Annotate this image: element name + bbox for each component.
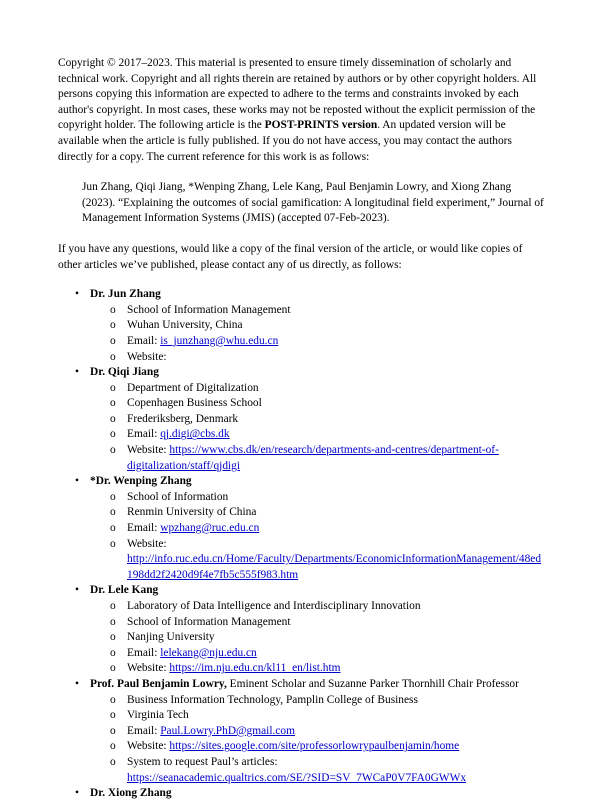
email-link[interactable]: is_junzhang@whu.edu.cn <box>160 334 279 347</box>
detail-line <box>110 396 546 412</box>
sub-bullet-icon: o <box>110 444 116 457</box>
copyright-notice <box>58 56 546 165</box>
copyright-text-1: Copyright © 2017–2023. This material is presented to ensure timely dissemination of scholarly and technical work. Copyright and all rights therein are retained by authors or by other copyright holders. All persons copying this information are expected to adhere to the terms and constraints invoked by each author's copyright. In most cases, these works may not be reposted without the explicit permission of the copyright holder. The following article is the <box>58 57 537 132</box>
email-label: Email: <box>127 522 161 535</box>
website-label: Website: <box>127 662 170 675</box>
author-xiong-zhang <box>58 786 546 802</box>
request-label: System to request Paul’s articles: <box>127 755 278 768</box>
detail-line <box>110 412 546 428</box>
author-name: Dr. Jun Zhang <box>90 288 161 301</box>
author-paul-lowry <box>58 677 546 786</box>
author-list <box>58 287 546 802</box>
sub-bullet-icon: o <box>110 709 116 722</box>
detail-line <box>110 599 546 615</box>
detail-line <box>110 615 546 631</box>
author-name: Dr. Lele Kang <box>90 584 159 597</box>
website-label: Website: <box>127 350 167 363</box>
sub-bullet-icon: o <box>110 662 116 675</box>
document-page <box>58 56 546 802</box>
website-line <box>110 661 546 677</box>
sub-bullet-icon: o <box>110 412 116 425</box>
detail-line <box>110 630 546 646</box>
email-line <box>110 724 546 740</box>
website-line <box>110 443 546 474</box>
sub-bullet-icon: o <box>110 350 116 363</box>
affiliation-text: Frederiksberg, Denmark <box>127 412 239 425</box>
sub-bullet-icon: o <box>110 303 116 316</box>
bullet-icon: • <box>75 475 79 488</box>
email-label: Email: <box>127 724 161 737</box>
email-label: Email: <box>127 646 161 659</box>
sub-bullet-icon: o <box>110 740 116 753</box>
website-link[interactable]: http://info.ruc.edu.cn/Home/Faculty/Departments/EconomicInformationManagement/48ed198dd2f2420d9f4e7fb5c555f983.htm <box>127 553 542 581</box>
sub-bullet-icon: o <box>110 319 116 332</box>
website-line <box>110 739 546 755</box>
email-line <box>110 646 546 662</box>
email-label: Email: <box>127 428 161 441</box>
bullet-icon: • <box>75 288 79 301</box>
sub-bullet-icon: o <box>110 428 116 441</box>
bullet-icon: • <box>75 677 79 690</box>
affiliation-text: Laboratory of Data Intelligence and Interdisciplinary Innovation <box>127 600 421 612</box>
bullet-icon: • <box>75 366 79 379</box>
affiliation-text: Wuhan University, China <box>127 319 243 332</box>
author-details <box>90 693 546 787</box>
sub-bullet-icon: o <box>110 506 116 519</box>
website-link[interactable]: https://im.nju.edu.cn/kl11_en/list.htm <box>169 662 341 675</box>
sub-bullet-icon: o <box>110 381 116 394</box>
author-name: Dr. Xiong Zhang <box>90 787 172 800</box>
detail-line <box>110 381 546 397</box>
affiliation-text: School of Information Management <box>127 615 291 628</box>
email-link[interactable]: Paul.Lowry.PhD@gmail.com <box>160 724 295 737</box>
sub-bullet-icon: o <box>110 522 116 535</box>
sub-bullet-icon: o <box>110 631 116 644</box>
email-line <box>110 427 546 443</box>
email-label: Email: <box>127 334 161 347</box>
email-link[interactable]: qj.digi@cbs.dk <box>160 428 230 441</box>
email-link[interactable]: lelekang@nju.edu.cn <box>160 646 257 659</box>
author-details <box>90 490 546 584</box>
website-label: Website: <box>127 740 170 753</box>
sub-bullet-icon: o <box>110 724 116 737</box>
article-citation: Jun Zhang, Qiqi Jiang, *Wenping Zhang, Lele Kang, Paul Benjamin Lowry, and Xiong Zhang (2023). “Explaining the outcomes of social gamification: A longitudinal field experiment,” Journal of Management Information Systems (JMIS) (accepted 07-Feb-2023). <box>82 181 544 225</box>
affiliation-text: School of Information Management <box>127 303 291 316</box>
detail-line <box>110 708 546 724</box>
post-prints-label: POST-PRINTS version <box>264 119 378 132</box>
sub-bullet-icon: o <box>110 755 116 768</box>
sub-bullet-icon: o <box>110 693 116 706</box>
website-label: Website: <box>127 444 170 457</box>
affiliation-text: Nanjing University <box>127 631 215 644</box>
author-jun-zhang <box>58 287 546 365</box>
contact-intro: If you have any questions, would like a copy of the final version of the article, or would like copies of other articles we’ve published, please contact any of us directly, as follows: <box>58 242 523 271</box>
author-wenping-zhang <box>58 474 546 583</box>
affiliation-text: Department of Digitalization <box>127 381 259 394</box>
affiliation-text: School of Information <box>127 490 229 503</box>
detail-line <box>110 505 546 521</box>
bullet-icon: • <box>75 584 79 597</box>
request-line <box>110 755 546 786</box>
detail-line <box>110 318 546 334</box>
author-lele-kang <box>58 583 546 677</box>
affiliation-text: Copenhagen Business School <box>127 397 262 410</box>
author-qiqi-jiang <box>58 365 546 474</box>
author-name: *Dr. Wenping Zhang <box>90 475 192 488</box>
email-line <box>110 521 546 537</box>
bullet-icon: • <box>75 787 79 800</box>
author-details <box>90 303 546 365</box>
sub-bullet-icon: o <box>110 646 116 659</box>
author-title: Eminent Scholar and Suzanne Parker Thornhill Chair Professor <box>226 677 519 690</box>
sub-bullet-icon: o <box>110 334 116 347</box>
website-line <box>110 537 546 584</box>
website-link[interactable]: https://sites.google.com/site/professorlowrypaulbenjamin/home <box>169 740 460 753</box>
sub-bullet-icon: o <box>110 615 116 628</box>
affiliation-text: Renmin University of China <box>127 506 257 519</box>
affiliation-text: Virginia Tech <box>127 709 189 722</box>
sub-bullet-icon: o <box>110 537 116 550</box>
author-name: Prof. Paul Benjamin Lowry, <box>90 677 227 690</box>
author-details <box>90 599 546 677</box>
sub-bullet-icon: o <box>110 397 116 410</box>
author-name: Dr. Qiqi Jiang <box>90 366 159 379</box>
request-link[interactable]: https://seanacademic.qualtrics.com/SE/?SID=SV_7WCaP0V7FA0GWWx <box>127 771 467 784</box>
website-label: Website: <box>127 537 167 550</box>
affiliation-text: Business Information Technology, Pamplin College of Business <box>127 693 418 706</box>
detail-line <box>110 693 546 709</box>
author-details <box>90 381 546 475</box>
email-line <box>110 334 546 350</box>
sub-bullet-icon: o <box>110 490 116 503</box>
email-link[interactable]: wpzhang@ruc.edu.cn <box>160 522 260 535</box>
detail-line <box>110 303 546 319</box>
website-line <box>110 350 546 366</box>
detail-line <box>110 490 546 506</box>
sub-bullet-icon: o <box>110 600 116 612</box>
website-link[interactable]: https://www.cbs.dk/en/research/departments-and-centres/department-of-digitalization/staff/qjdigi <box>127 444 499 472</box>
copyright-text-2: . An updated version will be available when the article is fully published. If you do not have access, you may contact the authors directly for a copy. The current reference for this work is as follows: <box>58 119 512 163</box>
